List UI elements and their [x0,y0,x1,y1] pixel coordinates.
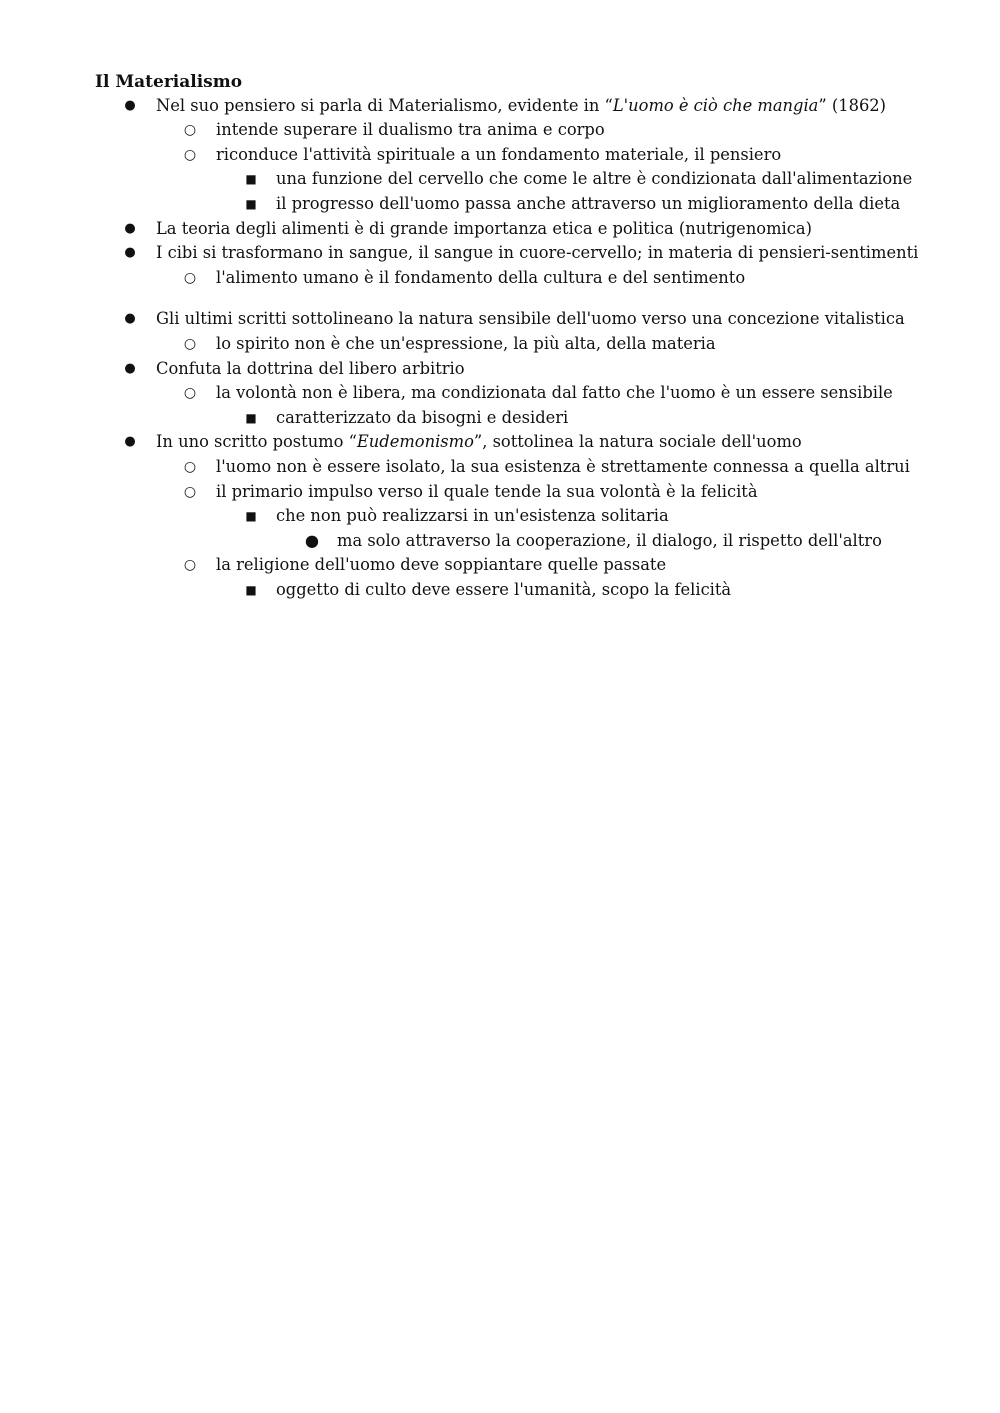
list-item-level-2 [0,553,1000,578]
list-item-text [156,307,905,332]
page-title: Il Materialismo [95,72,243,92]
list-item-text [276,504,669,529]
list-item-level-2 [0,266,1000,291]
text-run: che non può realizzarsi in un'esistenza solitaria [276,506,669,526]
list-item-text [156,94,886,119]
list-item-level-3 [0,578,1000,603]
list-item-level-1 [0,241,1000,266]
bullet-marker: ○ [183,483,197,500]
list-item-level-2 [0,455,1000,480]
bullet-marker: ● [124,220,136,236]
list-item-text [216,332,716,357]
text-run: ma solo attraverso la cooperazione, il dialogo, il rispetto dell'altro [337,530,882,550]
text-run: ” (1862) [818,95,887,115]
text-run: Gli ultimi scritti sottolineano la natura sensibile dell'uomo verso una concezione vitalistica [156,309,905,329]
list-item-level-1 [0,94,1000,119]
bullet-marker: ● [124,97,136,113]
list-item-level-2 [0,381,1000,406]
list-item-level-2 [0,118,1000,143]
text-run: La teoria degli alimenti è di grande importanza etica e politica (nutrigenomica) [156,218,812,238]
text-run: ”, sottolinea la natura sociale dell'uomo [473,432,802,452]
text-run: riconduce l'attività spirituale a un fondamento materiale, il pensiero [216,144,782,164]
bullet-marker: ● [124,360,136,376]
list-item-level-2 [0,332,1000,357]
list-item-level-1 [0,430,1000,455]
text-run: lo spirito non è che un'espressione, la più alta, della materia [216,333,716,353]
text-run: il progresso dell'uomo passa anche attraverso un miglioramento della dieta [276,193,901,213]
list-item-text [337,529,882,554]
list-item-text [216,553,666,578]
text-run: una funzione del cervello che come le altre è condizionata dall'alimentazione [276,169,913,189]
list-item-level-3 [0,167,1000,192]
list-item-level-2 [0,143,1000,168]
list-item-text [216,266,745,291]
bullet-marker: ● [304,530,320,550]
bullet-marker: ○ [183,122,197,139]
text-run: Nel suo pensiero si parla di Materialismo, evidente in “ [156,95,613,115]
text-run: l'uomo non è essere isolato, la sua esistenza è strettamente connessa a quella altrui [216,456,910,476]
italic-title: L'uomo è ciò che mangia [612,95,819,115]
text-run: In uno scritto postumo “ [156,432,357,452]
list-item-text [276,578,731,603]
bullet-marker: ● [124,434,136,450]
list-item-text [216,118,605,143]
bullet-marker: ■ [245,509,257,524]
text-run: I cibi si trasformano in sangue, il sangue in cuore-cervello; in materia di pensieri-sentimenti [156,243,919,263]
text-run: Confuta la dottrina del libero arbitrio [156,358,465,378]
list-item-text [216,455,910,480]
list-item-text [156,241,918,266]
bullet-marker: ○ [183,335,197,352]
bullet-marker: ○ [183,557,197,574]
list-item-text [156,430,802,455]
list-item-text [276,167,912,192]
bullet-marker: ○ [183,458,197,475]
bullet-marker: ● [124,311,136,327]
bullet-marker: ○ [183,269,197,286]
list-item-level-1 [0,307,1000,332]
list-item-text [156,357,465,382]
italic-title: Eudemonismo [356,432,474,452]
list-item-text [156,217,812,242]
list-item-text [216,480,758,505]
list-item-level-2 [0,480,1000,505]
list-item-level-1 [0,217,1000,242]
text-run: oggetto di culto deve essere l'umanità, scopo la felicità [276,579,732,599]
text-run: caratterizzato da bisogni e desideri [276,407,569,427]
bullet-marker: ■ [245,410,257,425]
text-run: la volontà non è libera, ma condizionata dal fatto che l'uomo è un essere sensibile [216,383,893,403]
bullet-marker: ● [124,245,136,261]
list-item-text [216,381,893,406]
list-item-text [276,192,900,217]
bullet-marker: ○ [183,385,197,402]
list-item-text [276,406,568,431]
list-item-text [216,143,781,168]
text-run: l'alimento umano è il fondamento della cultura e del sentimento [216,267,746,287]
list-item-level-3 [0,406,1000,431]
bullet-marker: ○ [183,146,197,163]
bullet-marker: ■ [245,582,257,597]
list-item-level-1 [0,357,1000,382]
bullet-marker: ■ [245,172,257,187]
text-run: il primario impulso verso il quale tende la sua volontà è la felicità [216,481,758,501]
text-run: la religione dell'uomo deve soppiantare quelle passate [216,555,667,575]
text-run: intende superare il dualismo tra anima e corpo [216,120,605,140]
list-item-level-3 [0,504,1000,529]
bullet-marker: ■ [245,196,257,211]
list-item-level-4 [0,529,1000,554]
list-item-level-3 [0,192,1000,217]
